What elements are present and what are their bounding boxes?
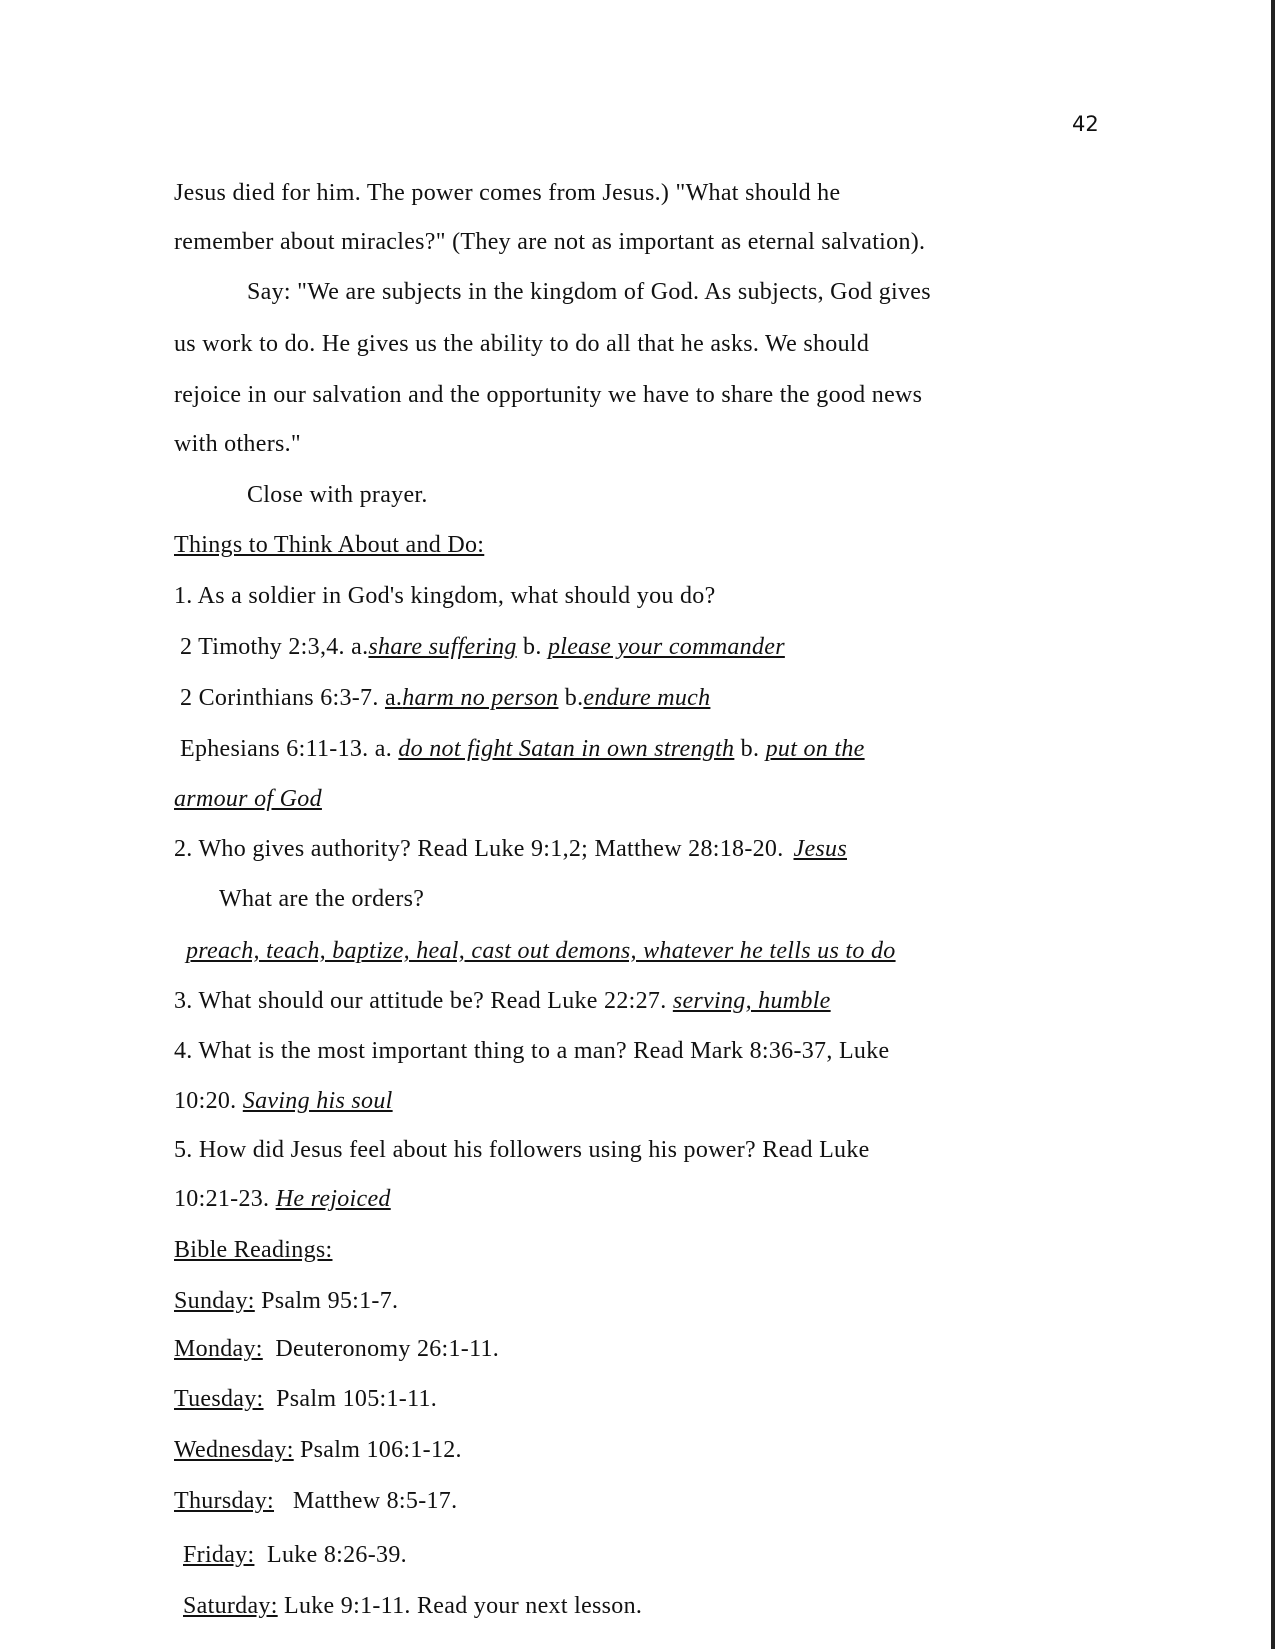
answer: endure much [583,685,711,711]
paragraph-line: with others." [174,431,302,457]
answer: Jesus [793,836,847,862]
question-2 [174,836,847,863]
reading-friday [183,1542,407,1569]
ref: 2 Timothy 2:3,4. a. [180,634,369,660]
day: Friday: [183,1542,255,1568]
question-5: 5. How did Jesus feel about his followers using his power? Read Luke [174,1137,870,1163]
readings-heading: Bible Readings: [174,1237,333,1263]
label: b. [740,736,760,762]
paragraph-line: Say: "We are subjects in the kingdom of God. As subjects, God gives [247,279,931,305]
label: b. [523,634,542,660]
answer: put on the [765,736,865,762]
paragraph-line: rejoice in our salvation and the opportunity we have to share the good news [174,382,923,408]
question-3 [174,988,831,1015]
scan-edge [1271,0,1275,1649]
paragraph-line: Jesus died for him. The power comes from Jesus.) "What should he [174,180,841,206]
label: a. [384,685,403,711]
question-4b [174,1088,393,1115]
day: Sunday: [174,1288,255,1314]
paragraph-line: remember about miracles?" (They are not as important as eternal salvation). [174,229,926,255]
reading-sunday [174,1288,398,1315]
q1-ref-timothy [180,634,785,661]
ref: Deuteronomy 26:1-11. [275,1336,500,1362]
ref: Matthew 8:5-17. [292,1488,458,1514]
q1-ref-corinthians [180,685,710,712]
ref: Psalm 95:1-7. [261,1288,399,1314]
answer: please your commander [547,634,785,660]
question-text: 3. What should our attitude be? Read Luke 22:27. [174,988,667,1014]
answer: He rejoiced [275,1186,391,1212]
paragraph-line: us work to do. He gives us the ability to do all that he asks. We should [174,331,870,357]
question-text: 2. Who gives authority? Read Luke 9:1,2; Matthew 28:18-20. [174,836,784,862]
ref: Ephesians 6:11-13. a. [180,736,393,762]
day: Thursday: [174,1488,275,1514]
answer: share suffering [368,634,517,660]
day: Tuesday: [174,1386,264,1412]
close-line: Close with prayer. [247,482,428,508]
answer: do not fight Satan in own strength [398,736,735,762]
day: Monday: [174,1336,263,1362]
reading-tuesday [174,1386,437,1413]
answer: serving, humble [672,988,831,1014]
question-4: 4. What is the most important thing to a man? Read Mark 8:36-37, Luke [174,1038,890,1064]
reading-monday [174,1336,499,1363]
page-number: 42 [1072,112,1099,136]
ref: Psalm 106:1-12. [300,1437,462,1463]
answer: preach, teach, baptize, heal, cast out demons, whatever he tells us to do [186,938,896,964]
ref: Luke 8:26-39. [267,1542,407,1568]
question-text: 10:20. [174,1088,237,1114]
question-2b: What are the orders? [219,886,425,912]
answer: armour of God [174,786,322,812]
ref: 2 Corinthians 6:3-7. [180,685,379,711]
reading-thursday [174,1488,457,1515]
things-heading: Things to Think About and Do: [174,532,485,558]
day: Saturday: [183,1593,278,1619]
answer: Saving his soul [242,1088,393,1114]
reading-saturday [183,1593,642,1620]
question-5b [174,1186,391,1213]
reading-wednesday [174,1437,462,1464]
question-text: 10:21-23. [174,1186,270,1212]
ref: Luke 9:1-11. Read your next lesson. [284,1593,643,1619]
q1-ref-ephesians [180,736,865,763]
question-1: 1. As a soldier in God's kingdom, what should you do? [174,583,716,609]
day: Wednesday: [174,1437,294,1463]
label: b. [564,685,584,711]
ref: Psalm 105:1-11. [276,1386,438,1412]
answer: harm no person [402,685,559,711]
